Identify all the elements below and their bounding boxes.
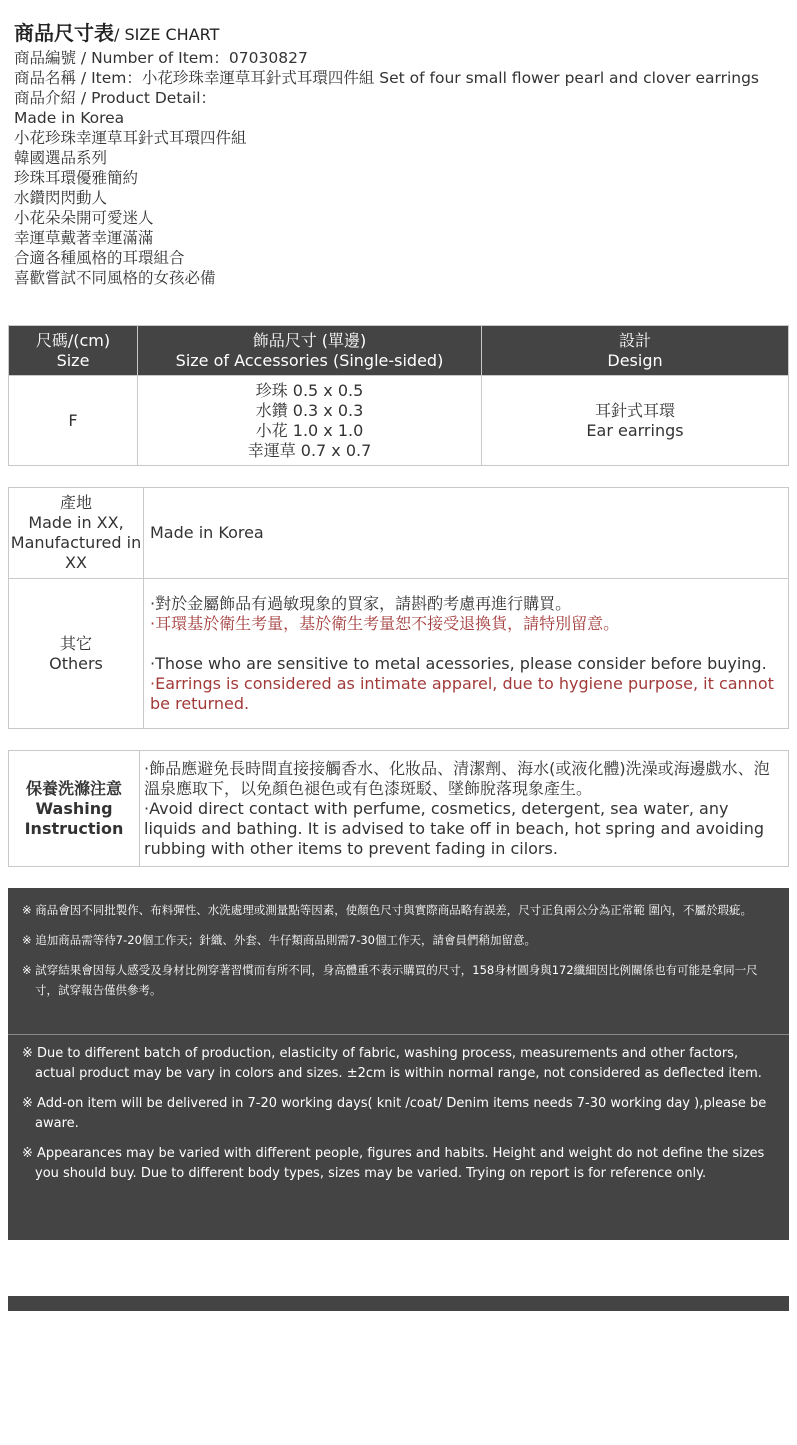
origin-value: Made in Korea <box>144 488 789 579</box>
note-en: ※ Appearances may be varied with different people, figures and habits. Height and weight do not define the sizes you should buy. Due to different body types, sizes may be varied. Trying on report is for reference only. <box>22 1146 765 1181</box>
title-en: / SIZE CHART <box>114 25 220 44</box>
washing-value: ·飾品應避免長時間直接接觸香水、化妝品、清潔劑、海水(或液化體)洗澡或海邊戲水、泡溫泉應取下，以免顏色褪色或有色漆斑駁、墜飾脫落現象產生。 ·Avoid direct contact with perfume, cosmetics, detergent, sea water, any liquids and bathing. It is advised to take off in beach, hot spring and avoiding rubbing with other items to prevent fading in cilors. <box>140 751 789 867</box>
origin-label: 產地 Made in XX, Manufactured in XX <box>9 488 144 579</box>
note-en: ※ Add-on item will be delivered in 7-20 working days( knit /coat/ Denim items needs 7-30 working day ),please be aware. <box>22 1096 767 1131</box>
note-zh: ※ 商品會因不同批製作、布料彈性、水洗處理或測量點等因素，使顏色尺寸與實際商品略有誤差，尺寸正負兩公分為正常範 圍內，不屬於瑕疵。 <box>22 903 752 917</box>
others-label: 其它 Others <box>9 579 144 729</box>
col-header-size: 尺碼/(cm) Size <box>9 326 138 376</box>
design-cell: 耳針式耳環 Ear earrings <box>482 376 789 466</box>
detail-line: 合適各種風格的耳環組合 <box>14 249 185 267</box>
col-header-accessories: 飾品尺寸 (單邊) Size of Accessories (Single-sided) <box>138 326 482 376</box>
product-detail-label: 商品介紹 / Product Detail： <box>14 89 217 107</box>
info-table <box>8 487 789 729</box>
others-row <box>9 579 789 729</box>
detail-line: Made in Korea <box>14 109 125 127</box>
notes-divider <box>8 1034 789 1035</box>
origin-row <box>9 488 789 579</box>
detail-line: 水鑽閃閃動人 <box>14 189 108 207</box>
product-info <box>14 48 789 288</box>
detail-line: 喜歡嘗試不同風格的女孩必備 <box>14 269 216 287</box>
notes-zh <box>8 888 789 1016</box>
notes-panel <box>8 888 789 1240</box>
notes-en <box>22 1044 778 1194</box>
col-header-design: 設計 Design <box>482 326 789 376</box>
size-table <box>8 325 789 466</box>
detail-line: 幸運草戴著幸運滿滿 <box>14 229 154 247</box>
item-number: 商品編號 / Number of Item：07030827 <box>14 49 308 67</box>
note-zh: ※ 試穿結果會因每人感受及身材比例穿著習慣而有所不同，身高體重不表示購買的尺寸，158身材圓身與172纖細因比例關係也有可能是拿同一尺寸，試穿報告僅供參考。 <box>22 963 758 997</box>
washing-label: 保養洗滌注意 Washing Instruction <box>9 751 140 867</box>
size-cell: F <box>9 376 138 466</box>
detail-line: 珍珠耳環優雅簡約 <box>14 169 139 187</box>
detail-line: 小花朵朵開可愛迷人 <box>14 209 154 227</box>
others-value: ·對於金屬飾品有過敏現象的買家，請斟酌考慮再進行購買。 ·耳環基於衛生考量，基於衛生考量恕不接受退換貨，請特別留意。 ·Those who are sensitive to metal acessories, please consider before buying. ·Earrings is considered as intimate apparel, due to hygiene purpose, it cannot be returned. <box>144 579 789 729</box>
bottom-bar <box>8 1296 789 1311</box>
item-name: 商品名稱 / Item：小花珍珠幸運草耳針式耳環四件組 Set of four small flower pearl and clover earrings <box>14 69 760 87</box>
washing-table <box>8 750 789 867</box>
washing-row <box>9 751 789 867</box>
table-row <box>9 376 789 466</box>
page-title <box>14 20 789 48</box>
size-table-header <box>9 326 789 376</box>
title-zh: 商品尺寸表 <box>14 21 114 45</box>
size-chart-header <box>14 20 789 288</box>
accessories-cell: 珍珠 0.5 x 0.5 水鑽 0.3 x 0.3 小花 1.0 x 1.0 幸運草 0.7 x 0.7 <box>138 376 482 466</box>
note-en: ※ Due to different batch of production, elasticity of fabric, washing process, measurements and other factors, actual product may be vary in colors and sizes. ±2cm is within normal range, not considered as deflected item. <box>22 1046 762 1081</box>
detail-line: 韓國選品系列 <box>14 149 108 167</box>
note-zh: ※ 追加商品需等待7-20個工作天；針織、外套、牛仔類商品則需7-30個工作天，請會員們稍加留意。 <box>22 933 536 947</box>
detail-line: 小花珍珠幸運草耳針式耳環四件組 <box>14 129 247 147</box>
